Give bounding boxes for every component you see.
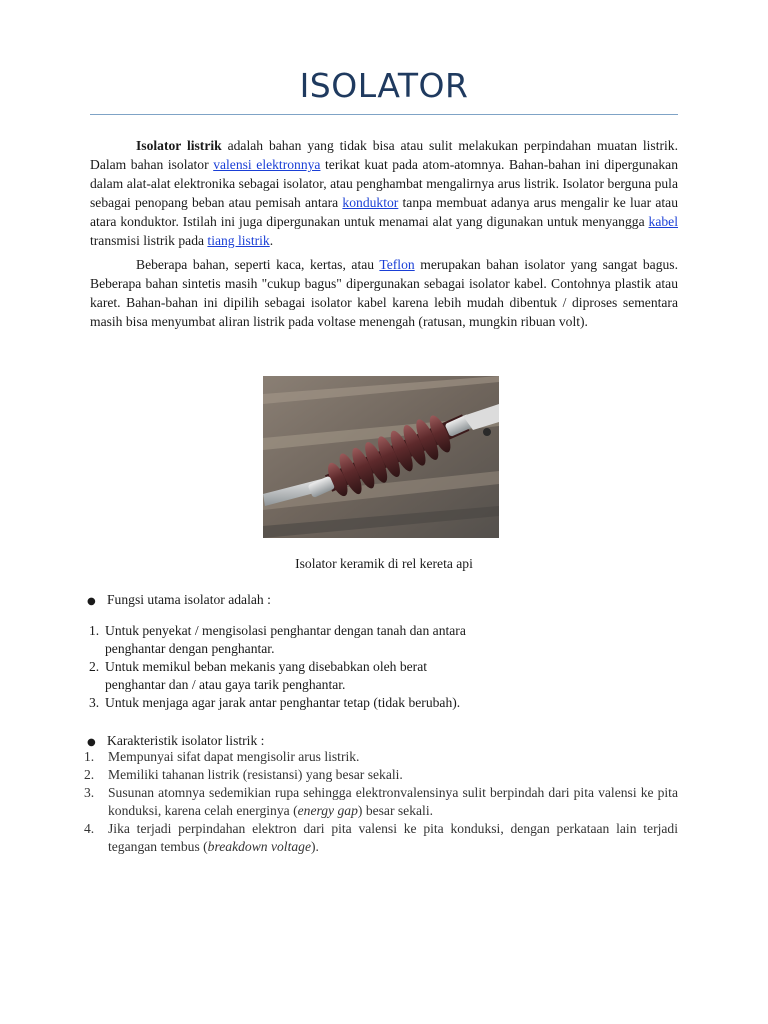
bullet-icon: ● bbox=[87, 596, 96, 607]
list-item bbox=[89, 622, 569, 658]
link-konduktor[interactable]: konduktor bbox=[342, 195, 399, 210]
list-item-emphasis: breakdown voltage bbox=[207, 839, 311, 854]
list-item-text: ) besar sekali. bbox=[357, 803, 434, 818]
fungsi-list bbox=[89, 622, 569, 712]
list-item bbox=[84, 820, 678, 856]
section-heading-text: Fungsi utama isolator adalah : bbox=[107, 592, 271, 607]
paragraph-text: . bbox=[269, 233, 274, 248]
list-item-line: penghantar dengan penghantar. bbox=[105, 641, 275, 656]
list-item-text: Susunan atomnya sedemikian rupa sehingga elektronvalensinya sulit berpindah dari pita valensi ke pita konduksi, karena celah energinya ( bbox=[108, 785, 678, 818]
bullet-icon: ● bbox=[87, 737, 96, 748]
list-item-line: Untuk memikul beban mekanis yang disebabkan oleh berat bbox=[105, 659, 428, 674]
list-item-text: Memiliki tahanan listrik (resistansi) yang besar sekali. bbox=[108, 767, 403, 782]
list-number: 3. bbox=[89, 695, 100, 710]
insulator-photo bbox=[263, 376, 499, 538]
list-item-text: ). bbox=[311, 839, 319, 854]
paragraph-definition bbox=[90, 136, 678, 250]
list-item-text: Jika terjadi perpindahan elektron dari pita valensi ke pita konduksi, dengan perkataan lain terjadi tegangan tembus ( bbox=[108, 821, 678, 854]
list-number: 2. bbox=[89, 659, 100, 674]
paragraph-text: terikat kuat pada atom-atomnya. Bahan-bahan ini dipergunakan dalam alat-alat elektronika sebagai isolator, atau penghambat mengalirnya arus listrik. Isolator berguna pula sebagai penopang beban atau pemisah antara bbox=[90, 157, 678, 210]
list-item bbox=[89, 658, 569, 694]
paragraph-text: Beberapa bahan, seperti kaca, kertas, atau bbox=[136, 257, 380, 272]
section-heading-fungsi bbox=[87, 590, 271, 611]
bold-term: Isolator listrik bbox=[136, 138, 222, 153]
paragraph-text: tanpa membuat adanya arus mengalir ke luar atau atara konduktor. Istilah ini juga dipergunakan untuk menamai alat yang digunakan untuk menyangga bbox=[90, 195, 678, 229]
list-number: 2. bbox=[84, 767, 95, 782]
list-number: 3. bbox=[84, 785, 95, 800]
link-tiang-listrik[interactable]: tiang listrik bbox=[207, 233, 270, 248]
list-number: 1. bbox=[84, 749, 95, 764]
list-item bbox=[84, 748, 678, 766]
list-item-line: penghantar dan / atau gaya tarik penghantar. bbox=[105, 677, 346, 692]
list-number: 1. bbox=[89, 623, 100, 638]
list-item-emphasis: energy gap bbox=[297, 803, 358, 818]
title-underline bbox=[90, 114, 678, 115]
list-number: 4. bbox=[84, 821, 95, 836]
list-item bbox=[89, 694, 569, 712]
paragraph-materials bbox=[90, 255, 678, 331]
list-item-line: Untuk menjaga agar jarak antar penghantar tetap (tidak berubah). bbox=[105, 695, 461, 710]
figure-caption: Isolator keramik di rel kereta api bbox=[295, 556, 473, 571]
list-item-text: Mempunyai sifat dapat mengisolir arus listrik. bbox=[108, 749, 360, 764]
page-title: ISOLATOR bbox=[299, 66, 469, 105]
link-teflon[interactable]: Teflon bbox=[379, 257, 415, 272]
paragraph-text: adalah bahan yang tidak bisa atau sulit melakukan perpindahan muatan listrik. Dalam bahan isolator bbox=[90, 138, 679, 172]
karakteristik-list bbox=[84, 748, 678, 856]
list-item-line: Untuk penyekat / mengisolasi penghantar dengan tanah dan antara bbox=[105, 623, 466, 638]
list-item bbox=[84, 784, 678, 820]
link-kabel[interactable]: kabel bbox=[648, 214, 678, 229]
paragraph-text: merupakan bahan isolator yang sangat bagus. Beberapa bahan sintetis masih "cukup bagus" dipergunakan sebagai isolator kabel. Contohnya plastik atau karet. Bahan-bahan ini dipilih sebagai isolator kabel karena lebih mudah dibentuk / diproses sementara masih bisa menyumbat aliran listrik pada voltase menengah (ratusan, mungkin ribuan volt). bbox=[90, 257, 678, 329]
link-valensi-elektron[interactable]: valensi elektronnya bbox=[213, 157, 321, 172]
paragraph-text: transmisi listrik pada bbox=[90, 233, 208, 248]
list-item bbox=[84, 766, 678, 784]
section-heading-text: Karakteristik isolator listrik : bbox=[107, 733, 265, 748]
